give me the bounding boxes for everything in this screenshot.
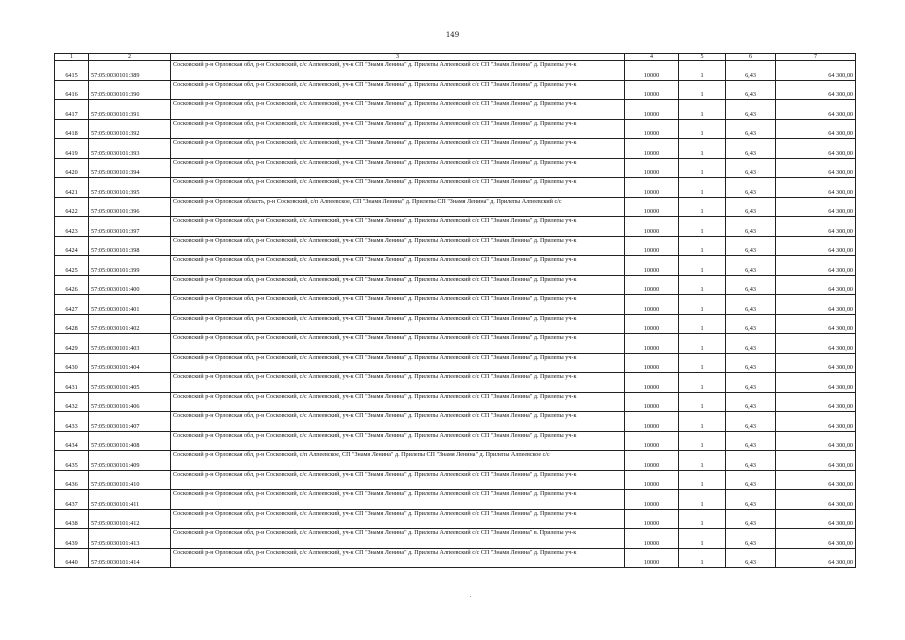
scan-dot <box>470 596 471 597</box>
area-cell: 10000 <box>625 158 679 178</box>
count-cell: 1 <box>679 119 726 139</box>
rate-cell: 6,43 <box>726 119 776 139</box>
cadastral-number-cell: 57:05:0030101:400 <box>89 275 171 295</box>
value-cell: 64 300,00 <box>776 61 856 81</box>
value-cell: 64 300,00 <box>776 334 856 354</box>
row-number-cell: 6439 <box>55 529 89 549</box>
row-number-cell: 6435 <box>55 451 89 471</box>
location-description-cell: Сосковский р-н Орловская обл, р-н Сосковский, с/п Алпеевское, СП "Знамя Ленина" д. Прилепы СП "Знамя Ленина" д. Прилепы Алпеевское с/с <box>171 451 625 471</box>
count-cell: 1 <box>679 158 726 178</box>
location-description-cell: Сосковский р-н Орловская обл, р-н Сосковский, с/с Алпеевский, уч-к СП "Знамя Ленина" д. Прилепы Алпеевский с/с СП "Знамя Ленина" д. Прилепы уч-к <box>171 119 625 139</box>
rate-cell: 6,43 <box>726 373 776 393</box>
table-row <box>55 178 856 198</box>
rate-cell: 6,43 <box>726 197 776 217</box>
column-header-5: 5 <box>679 54 726 61</box>
table-row <box>55 412 856 432</box>
cadastral-number-cell: 57:05:0030101:408 <box>89 431 171 451</box>
table-row <box>55 529 856 549</box>
table-body <box>55 61 856 568</box>
rate-cell: 6,43 <box>726 100 776 120</box>
row-number-cell: 6433 <box>55 412 89 432</box>
table-row <box>55 334 856 354</box>
value-cell: 64 300,00 <box>776 275 856 295</box>
value-cell: 64 300,00 <box>776 256 856 276</box>
table-row <box>55 295 856 315</box>
location-description-cell: Сосковский р-н Орловская обл, р-н Сосковский, с/с Алпеевский, уч-к СП "Знамя Ленина" д. Прилепы Алпеевский с/с СП "Знамя Ленина" д. Прилепы уч-к <box>171 61 625 81</box>
cadastral-number-cell: 57:05:0030101:404 <box>89 353 171 373</box>
count-cell: 1 <box>679 451 726 471</box>
location-description-cell: Сосковский р-н Орловская обл, р-н Сосковский, с/с Алпеевский, уч-к СП "Знамя Ленина" д. Прилепы Алпеевский с/с СП "Знамя Ленина" д. Прилепы уч-к <box>171 80 625 100</box>
location-description-cell: Сосковский р-н Орловская обл, р-н Сосковский, с/с Алпеевский, уч-к СП "Знамя Ленина" д. Прилепы Алпеевский с/с СП "Знамя Ленина" д. Прилепы уч-к <box>171 373 625 393</box>
cadastral-number-cell: 57:05:0030101:396 <box>89 197 171 217</box>
rate-cell: 6,43 <box>726 431 776 451</box>
area-cell: 10000 <box>625 509 679 529</box>
location-description-cell: Сосковский р-н Орловская обл, р-н Сосковский, с/с Алпеевский, уч-к СП "Знамя Ленина" д. Прилепы Алпеевский с/с СП "Знамя Ленина" д. Прилепы уч-к <box>171 509 625 529</box>
value-cell: 64 300,00 <box>776 451 856 471</box>
table-row <box>55 80 856 100</box>
count-cell: 1 <box>679 548 726 568</box>
table-row <box>55 139 856 159</box>
header-row <box>55 54 856 61</box>
area-cell: 10000 <box>625 314 679 334</box>
cadastral-number-cell: 57:05:0030101:389 <box>89 61 171 81</box>
table-row <box>55 236 856 256</box>
table-row <box>55 470 856 490</box>
column-header-4: 4 <box>625 54 679 61</box>
count-cell: 1 <box>679 314 726 334</box>
cadastral-number-cell: 57:05:0030101:391 <box>89 100 171 120</box>
rate-cell: 6,43 <box>726 80 776 100</box>
rate-cell: 6,43 <box>726 412 776 432</box>
value-cell: 64 300,00 <box>776 548 856 568</box>
table-row <box>55 119 856 139</box>
table-row <box>55 548 856 568</box>
location-description-cell: Сосковский р-н Орловская обл, р-н Сосковский, с/с Алпеевский, уч-к СП "Знамя Ленина" д. Прилепы Алпеевский с/с СП "Знамя Ленина" д. Прилепы уч-к <box>171 158 625 178</box>
value-cell: 64 300,00 <box>776 139 856 159</box>
cadastral-number-cell: 57:05:0030101:409 <box>89 451 171 471</box>
location-description-cell: Сосковский р-н Орловская обл, р-н Сосковский, с/с Алпеевский, уч-к СП "Знамя Ленина" д. Прилепы Алпеевский с/с СП "Знамя Ленина" д. Прилепы уч-к <box>171 334 625 354</box>
cadastral-number-cell: 57:05:0030101:412 <box>89 509 171 529</box>
rate-cell: 6,43 <box>726 139 776 159</box>
value-cell: 64 300,00 <box>776 490 856 510</box>
count-cell: 1 <box>679 529 726 549</box>
location-description-cell: Сосковский р-н Орловская обл, р-н Сосковский, с/с Алпеевский, уч-к СП "Знамя Ленина" д. Прилепы Алпеевский с/с СП "Знамя Ленина" д. Прилепы уч-к <box>171 100 625 120</box>
rate-cell: 6,43 <box>726 470 776 490</box>
area-cell: 10000 <box>625 490 679 510</box>
cadastral-number-cell: 57:05:0030101:414 <box>89 548 171 568</box>
value-cell: 64 300,00 <box>776 431 856 451</box>
cadastral-number-cell: 57:05:0030101:407 <box>89 412 171 432</box>
count-cell: 1 <box>679 412 726 432</box>
area-cell: 10000 <box>625 61 679 81</box>
area-cell: 10000 <box>625 353 679 373</box>
value-cell: 64 300,00 <box>776 353 856 373</box>
location-description-cell: Сосковский р-н Орловская обл, р-н Сосковский, с/с Алпеевский, уч-к СП "Знамя Ленина" д. Прилепы Алпеевский с/с СП "Знамя Ленина" д. Прилепы уч-к <box>171 490 625 510</box>
count-cell: 1 <box>679 178 726 198</box>
row-number-cell: 6436 <box>55 470 89 490</box>
count-cell: 1 <box>679 275 726 295</box>
value-cell: 64 300,00 <box>776 373 856 393</box>
table-row <box>55 353 856 373</box>
count-cell: 1 <box>679 353 726 373</box>
cadastral-number-cell: 57:05:0030101:401 <box>89 295 171 315</box>
rate-cell: 6,43 <box>726 490 776 510</box>
count-cell: 1 <box>679 80 726 100</box>
area-cell: 10000 <box>625 217 679 237</box>
cadastral-number-cell: 57:05:0030101:394 <box>89 158 171 178</box>
table-header <box>55 54 856 61</box>
value-cell: 64 300,00 <box>776 314 856 334</box>
area-cell: 10000 <box>625 548 679 568</box>
column-header-2: 2 <box>89 54 171 61</box>
column-header-3: 3 <box>171 54 625 61</box>
location-description-cell: Сосковский р-н Орловская обл, р-н Сосковский, с/с Алпеевский, уч-к СП "Знамя Ленина" д. Прилепы Алпеевский с/с СП "Знамя Ленина" д. Прилепы уч-к <box>171 353 625 373</box>
count-cell: 1 <box>679 236 726 256</box>
table-row <box>55 392 856 412</box>
row-number-cell: 6427 <box>55 295 89 315</box>
value-cell: 64 300,00 <box>776 509 856 529</box>
row-number-cell: 6420 <box>55 158 89 178</box>
location-description-cell: Сосковский р-н Орловская область, р-н Сосковский, с/п Алпеевское, СП "Знамя Ленина" д. Прилепы СП "Знамя Ленина" д. Прилепы Алпеевский с/с <box>171 197 625 217</box>
area-cell: 10000 <box>625 392 679 412</box>
rate-cell: 6,43 <box>726 295 776 315</box>
table-row <box>55 373 856 393</box>
area-cell: 10000 <box>625 295 679 315</box>
area-cell: 10000 <box>625 119 679 139</box>
column-header-7: 7 <box>776 54 856 61</box>
location-description-cell: Сосковский р-н Орловская обл, р-н Сосковский, с/с Алпеевский, уч-к СП "Знамя Ленина" д. Прилепы Алпеевский с/с СП "Знамя Ленина" д. Прилепы уч-к <box>171 217 625 237</box>
cadastral-number-cell: 57:05:0030101:397 <box>89 217 171 237</box>
cadastral-number-cell: 57:05:0030101:411 <box>89 490 171 510</box>
column-header-1: 1 <box>55 54 89 61</box>
location-description-cell: Сосковский р-н Орловская обл, р-н Сосковский, с/с Алпеевский, уч-к СП "Знамя Ленина" д. Прилепы Алпеевский с/с СП "Знамя Ленина" в. Прилепы уч-к <box>171 529 625 549</box>
cadastral-number-cell: 57:05:0030101:395 <box>89 178 171 198</box>
area-cell: 10000 <box>625 80 679 100</box>
rate-cell: 6,43 <box>726 217 776 237</box>
table-row <box>55 100 856 120</box>
row-number-cell: 6424 <box>55 236 89 256</box>
area-cell: 10000 <box>625 529 679 549</box>
location-description-cell: Сосковский р-н Орловская обл, р-н Сосковский, с/с Алпеевский, уч-к СП "Знамя Ленина" д. Прилепы Алпеевский с/с СП "Знамя Ленина" д. Прилепы уч-к <box>171 139 625 159</box>
rate-cell: 6,43 <box>726 334 776 354</box>
row-number-cell: 6416 <box>55 80 89 100</box>
value-cell: 64 300,00 <box>776 119 856 139</box>
row-number-cell: 6428 <box>55 314 89 334</box>
rate-cell: 6,43 <box>726 61 776 81</box>
area-cell: 10000 <box>625 178 679 198</box>
area-cell: 10000 <box>625 256 679 276</box>
row-number-cell: 6440 <box>55 548 89 568</box>
location-description-cell: Сосковский р-н Орловская обл, р-н Сосковский, с/с Алпеевский, уч-к СП "Знамя Ленина" д. Прилепы Алпеевский с/с СП "Знамя Ленина" д. Прилепы уч-к <box>171 295 625 315</box>
area-cell: 10000 <box>625 275 679 295</box>
rate-cell: 6,43 <box>726 509 776 529</box>
row-number-cell: 6418 <box>55 119 89 139</box>
land-register-table <box>54 53 856 568</box>
row-number-cell: 6415 <box>55 61 89 81</box>
rate-cell: 6,43 <box>726 529 776 549</box>
value-cell: 64 300,00 <box>776 295 856 315</box>
location-description-cell: Сосковский р-н Орловская обл, р-н Сосковский, с/с Алпеевский, уч-к СП "Знамя Ленина" д. Прилепы Алпеевский с/с СП "Знамя Ленина" д. Прилепы уч-к <box>171 431 625 451</box>
value-cell: 64 300,00 <box>776 178 856 198</box>
table-row <box>55 61 856 81</box>
area-cell: 10000 <box>625 373 679 393</box>
row-number-cell: 6434 <box>55 431 89 451</box>
row-number-cell: 6422 <box>55 197 89 217</box>
area-cell: 10000 <box>625 100 679 120</box>
row-number-cell: 6438 <box>55 509 89 529</box>
row-number-cell: 6437 <box>55 490 89 510</box>
cadastral-number-cell: 57:05:0030101:413 <box>89 529 171 549</box>
rate-cell: 6,43 <box>726 256 776 276</box>
count-cell: 1 <box>679 197 726 217</box>
location-description-cell: Сосковский р-н Орловская обл, р-н Сосковский, с/с Алпеевский, уч-к СП "Знамя Ленина" д. Прилепы Алпеевский с/с СП "Знамя Ленина" д. Прилепы уч-к <box>171 275 625 295</box>
table-row <box>55 509 856 529</box>
table-row <box>55 275 856 295</box>
cadastral-number-cell: 57:05:0030101:403 <box>89 334 171 354</box>
row-number-cell: 6432 <box>55 392 89 412</box>
rate-cell: 6,43 <box>726 548 776 568</box>
value-cell: 64 300,00 <box>776 197 856 217</box>
count-cell: 1 <box>679 61 726 81</box>
location-description-cell: Сосковский р-н Орловская обл, р-н Сосковский, с/с Алпеевский, уч-к СП "Знамя Ленина" д. Прилепы Алпеевский с/с СП "Знамя Ленина" д. Прилепы уч-к <box>171 178 625 198</box>
area-cell: 10000 <box>625 451 679 471</box>
cadastral-number-cell: 57:05:0030101:405 <box>89 373 171 393</box>
row-number-cell: 6423 <box>55 217 89 237</box>
table-row <box>55 158 856 178</box>
count-cell: 1 <box>679 431 726 451</box>
value-cell: 64 300,00 <box>776 236 856 256</box>
value-cell: 64 300,00 <box>776 100 856 120</box>
table-row <box>55 217 856 237</box>
location-description-cell: Сосковский р-н Орловская обл, р-н Сосковский, с/с Алпеевский, уч-к СП "Знамя Ленина" д. Прилепы Алпеевский с/с СП "Знамя Ленина" д. Прилепы уч-к <box>171 412 625 432</box>
table-row <box>55 256 856 276</box>
rate-cell: 6,43 <box>726 275 776 295</box>
count-cell: 1 <box>679 490 726 510</box>
count-cell: 1 <box>679 373 726 393</box>
count-cell: 1 <box>679 470 726 490</box>
value-cell: 64 300,00 <box>776 392 856 412</box>
area-cell: 10000 <box>625 431 679 451</box>
count-cell: 1 <box>679 295 726 315</box>
location-description-cell: Сосковский р-н Орловская обл, р-н Сосковский, с/с Алпеевский, уч-к СП "Знамя Ленина" д. Прилепы Алпеевский с/с СП "Знамя Ленина" д. Прилепы уч-к <box>171 236 625 256</box>
rate-cell: 6,43 <box>726 353 776 373</box>
rate-cell: 6,43 <box>726 392 776 412</box>
location-description-cell: Сосковский р-н Орловская обл, р-н Сосковский, с/с Алпеевский, уч-к СП "Знамя Ленина" д. Прилепы Алпеевский с/с СП "Знамя Ленина" д. Прилепы уч-к <box>171 470 625 490</box>
count-cell: 1 <box>679 509 726 529</box>
rate-cell: 6,43 <box>726 451 776 471</box>
row-number-cell: 6417 <box>55 100 89 120</box>
area-cell: 10000 <box>625 197 679 217</box>
area-cell: 10000 <box>625 139 679 159</box>
value-cell: 64 300,00 <box>776 470 856 490</box>
row-number-cell: 6419 <box>55 139 89 159</box>
row-number-cell: 6425 <box>55 256 89 276</box>
value-cell: 64 300,00 <box>776 412 856 432</box>
count-cell: 1 <box>679 334 726 354</box>
area-cell: 10000 <box>625 236 679 256</box>
area-cell: 10000 <box>625 470 679 490</box>
row-number-cell: 6421 <box>55 178 89 198</box>
cadastral-number-cell: 57:05:0030101:392 <box>89 119 171 139</box>
location-description-cell: Сосковский р-н Орловская обл, р-н Сосковский, с/с Алпеевский, уч-к СП "Знамя Ленина" д. Прилепы Алпеевский с/с СП "Знамя Ленина" д. Прилепы уч-к <box>171 548 625 568</box>
row-number-cell: 6426 <box>55 275 89 295</box>
cadastral-number-cell: 57:05:0030101:399 <box>89 256 171 276</box>
rate-cell: 6,43 <box>726 158 776 178</box>
rate-cell: 6,43 <box>726 236 776 256</box>
count-cell: 1 <box>679 139 726 159</box>
cadastral-number-cell: 57:05:0030101:410 <box>89 470 171 490</box>
cadastral-number-cell: 57:05:0030101:406 <box>89 392 171 412</box>
location-description-cell: Сосковский р-н Орловская обл, р-н Сосковский, с/с Алпеевский, уч-к СП "Знамя Ленина" д. Прилепы Алпеевский с/с СП "Знамя Ленина" д. Прилепы уч-к <box>171 392 625 412</box>
cadastral-number-cell: 57:05:0030101:390 <box>89 80 171 100</box>
cadastral-number-cell: 57:05:0030101:398 <box>89 236 171 256</box>
value-cell: 64 300,00 <box>776 80 856 100</box>
table-row <box>55 451 856 471</box>
count-cell: 1 <box>679 100 726 120</box>
value-cell: 64 300,00 <box>776 529 856 549</box>
table-row <box>55 431 856 451</box>
area-cell: 10000 <box>625 412 679 432</box>
table-row <box>55 197 856 217</box>
value-cell: 64 300,00 <box>776 158 856 178</box>
value-cell: 64 300,00 <box>776 217 856 237</box>
location-description-cell: Сосковский р-н Орловская обл, р-н Сосковский, с/с Алпеевский, уч-к СП "Знамя Ленина" д. Прилепы Алпеевский с/с СП "Знамя Ленина" д. Прилепы уч-к <box>171 256 625 276</box>
location-description-cell: Сосковский р-н Орловская обл, р-н Сосковский, с/с Алпеевский, уч-к СП "Знамя Ленина" д. Прилепы Алпеевский с/с СП "Знамя Ленина" д. Прилепы уч-к <box>171 314 625 334</box>
rate-cell: 6,43 <box>726 314 776 334</box>
column-header-6: 6 <box>726 54 776 61</box>
row-number-cell: 6430 <box>55 353 89 373</box>
row-number-cell: 6429 <box>55 334 89 354</box>
table-row <box>55 314 856 334</box>
count-cell: 1 <box>679 256 726 276</box>
cadastral-number-cell: 57:05:0030101:402 <box>89 314 171 334</box>
area-cell: 10000 <box>625 334 679 354</box>
count-cell: 1 <box>679 392 726 412</box>
rate-cell: 6,43 <box>726 178 776 198</box>
count-cell: 1 <box>679 217 726 237</box>
table-row <box>55 490 856 510</box>
row-number-cell: 6431 <box>55 373 89 393</box>
page-number: 149 <box>445 31 460 39</box>
cadastral-number-cell: 57:05:0030101:393 <box>89 139 171 159</box>
